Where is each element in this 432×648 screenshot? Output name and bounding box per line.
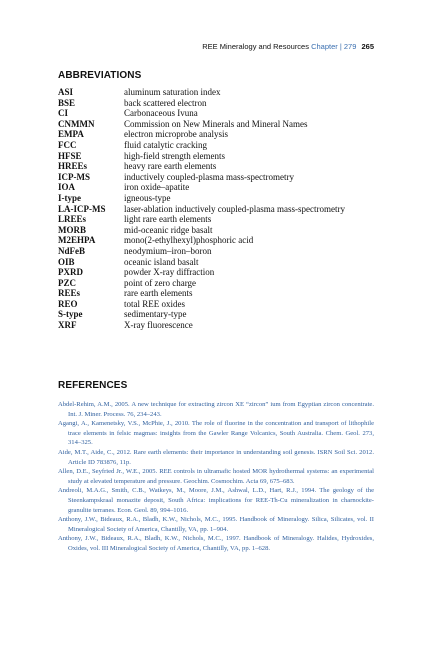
abbreviation-term: CNMMN	[58, 118, 95, 129]
abbreviation-row	[58, 267, 378, 278]
abbreviation-term: M2EHPA	[58, 235, 96, 246]
abbreviation-row	[58, 204, 378, 215]
abbreviation-row	[58, 257, 378, 268]
abbreviation-definition: igneous-type	[124, 192, 171, 203]
abbreviation-definition: electron microprobe analysis	[124, 129, 228, 140]
abbreviation-term: XRF	[58, 320, 77, 331]
abbreviation-definition: point of zero charge	[124, 277, 197, 288]
abbreviation-row	[58, 299, 378, 310]
abbreviation-term: NdFeB	[58, 245, 85, 256]
abbreviation-term: I-type	[58, 192, 81, 203]
abbreviation-row	[58, 98, 378, 109]
abbreviation-row	[58, 214, 378, 225]
abbreviation-definition: back scattered electron	[124, 97, 207, 108]
abbreviation-term: BSE	[58, 97, 76, 108]
abbreviation-term: EMPA	[58, 129, 84, 140]
abbreviation-row	[58, 182, 378, 193]
abbreviation-definition: mid-oceanic ridge basalt	[124, 224, 213, 235]
abbreviation-term: PXRD	[58, 267, 83, 278]
abbreviation-definition: iron oxide–apatite	[124, 182, 190, 193]
running-title: REE Mineralogy and Resources	[202, 42, 309, 51]
abbreviation-row	[58, 235, 378, 246]
abbreviation-row	[58, 161, 378, 172]
abbreviation-term: HREEs	[58, 161, 88, 172]
abbreviation-definition: aluminum saturation index	[124, 87, 221, 97]
reference-entry: Anthony, J.W., Bideaux, R.A., Bladh, K.W., Nichols, M.C., 1997. Handbook of Mineralogy. Halides, Hydroxides, Oxides, vol. III Mineralogical Society of America, Chantilly, VA, pp. 1–628.	[58, 535, 374, 552]
abbreviation-definition: rare earth elements	[124, 288, 193, 299]
abbreviation-definition: heavy rare earth elements	[124, 161, 217, 172]
abbreviation-definition: Commission on New Minerals and Mineral Names	[124, 118, 308, 129]
abbreviation-definition: total REE oxides	[124, 298, 185, 309]
abbreviation-row	[58, 87, 378, 98]
abbreviation-term: IOA	[58, 182, 76, 193]
reference-entry: Allen, D.E., Seyfried Jr., W.E., 2005. REE controls in ultramafic hosted MOR hydrothermal systems: an experimental study at elevated temperature and pressure. Geochim. Cosmochim. Acta 69, 675–683.	[58, 468, 374, 485]
abbreviation-term: LREEs	[58, 214, 87, 225]
abbreviation-definition: light rare earth elements	[124, 214, 212, 225]
abbreviation-definition: inductively coupled-plasma mass-spectrometry	[124, 171, 294, 182]
abbreviation-row	[58, 108, 378, 119]
abbreviation-term: HFSE	[58, 150, 82, 161]
reference-entry: Aide, M.T., Aide, C., 2012. Rare earth elements: their importance in understanding soil genesis. ISRN Soil Sci. 2012. Article ID 783876, 11p.	[58, 448, 374, 466]
abbreviation-term: MORB	[58, 224, 86, 235]
abbreviation-definition: high-field strength elements	[124, 150, 225, 161]
reference-entry: Andreoli, M.A.G., Smith, C.B., Watkeys, M., Moore, J.M., Ashwal, L.D., Hart, R.J., 1994. The geology of the Steenkampskraal monazite deposit, South Africa: implications for REE-Th-Cu mineralization in charnockite-granulite terranes. Econ. Geol. 89, 994–1016.	[58, 487, 374, 514]
references-list	[58, 400, 374, 554]
abbreviation-term: REO	[58, 298, 78, 309]
references-heading: REFERENCES	[58, 380, 128, 391]
abbreviation-definition: mono(2-ethylhexyl)phosphoric acid	[124, 235, 254, 246]
abbreviation-definition: X-ray fluorescence	[124, 320, 193, 331]
abbreviation-row	[58, 140, 378, 151]
chapter-label: Chapter | 279	[311, 42, 357, 51]
abbreviations-list	[58, 87, 378, 331]
abbreviation-term: LA-ICP-MS	[58, 203, 106, 214]
abbreviation-row	[58, 193, 378, 204]
abbreviation-row	[58, 172, 378, 183]
abbreviation-term: OIB	[58, 256, 75, 267]
abbreviation-definition: laser-ablation inductively coupled-plasma mass-spectrometry	[124, 203, 345, 214]
abbreviation-term: PZC	[58, 277, 76, 288]
running-header	[202, 42, 374, 51]
abbreviation-term: ICP-MS	[58, 171, 90, 182]
abbreviation-term: REEs	[58, 288, 81, 299]
abbreviation-definition: oceanic island basalt	[124, 256, 199, 267]
abbreviation-row	[58, 246, 378, 257]
abbreviation-definition: fluid catalytic cracking	[124, 139, 207, 150]
abbreviation-definition: Carbonaceous Ivuna	[124, 108, 198, 119]
abbreviation-row	[58, 309, 378, 320]
abbreviation-definition: sedimentary-type	[124, 309, 187, 320]
abbreviation-row	[58, 119, 378, 130]
abbreviation-term: FCC	[58, 139, 77, 150]
reference-entry: Abdel-Rehim, A.M., 2005. A new technique for extracting zircon XE “zircon” ium from Egyptian zircon concentrate. Int. J. Miner. Process. 76, 234–243.	[58, 401, 374, 418]
abbreviations-heading: ABBREVIATIONS	[58, 70, 142, 81]
abbreviation-row	[58, 225, 378, 236]
abbreviation-term: CI	[58, 108, 69, 119]
abbreviation-term: ASI	[58, 87, 74, 97]
abbreviation-row	[58, 129, 378, 140]
page-number: 265	[361, 42, 374, 51]
abbreviation-term: S-type	[58, 309, 83, 320]
reference-entry: Agangi, A., Kamenetsky, V.S., McPhie, J., 2010. The role of fluorine in the concentration and transport of lithophile trace elements in felsic magmas: insights from the Gawler Range Volcanics, South Australia. Chem. Geol. 273, 314–325.	[58, 420, 374, 447]
abbreviation-definition: neodymium–iron–boron	[124, 245, 212, 256]
abbreviation-row	[58, 320, 378, 331]
abbreviation-row	[58, 278, 378, 289]
abbreviation-row	[58, 288, 378, 299]
reference-entry: Anthony, J.W., Bideaux, R.A., Bladh, K.W., Nichols, M.C., 1995. Handbook of Mineralogy. Silica, Silicates, vol. II Mineralogical Society of America, Chantilly, VA, pp. 1–904.	[58, 516, 374, 533]
abbreviation-row	[58, 151, 378, 162]
abbreviation-definition: powder X-ray diffraction	[124, 267, 215, 278]
